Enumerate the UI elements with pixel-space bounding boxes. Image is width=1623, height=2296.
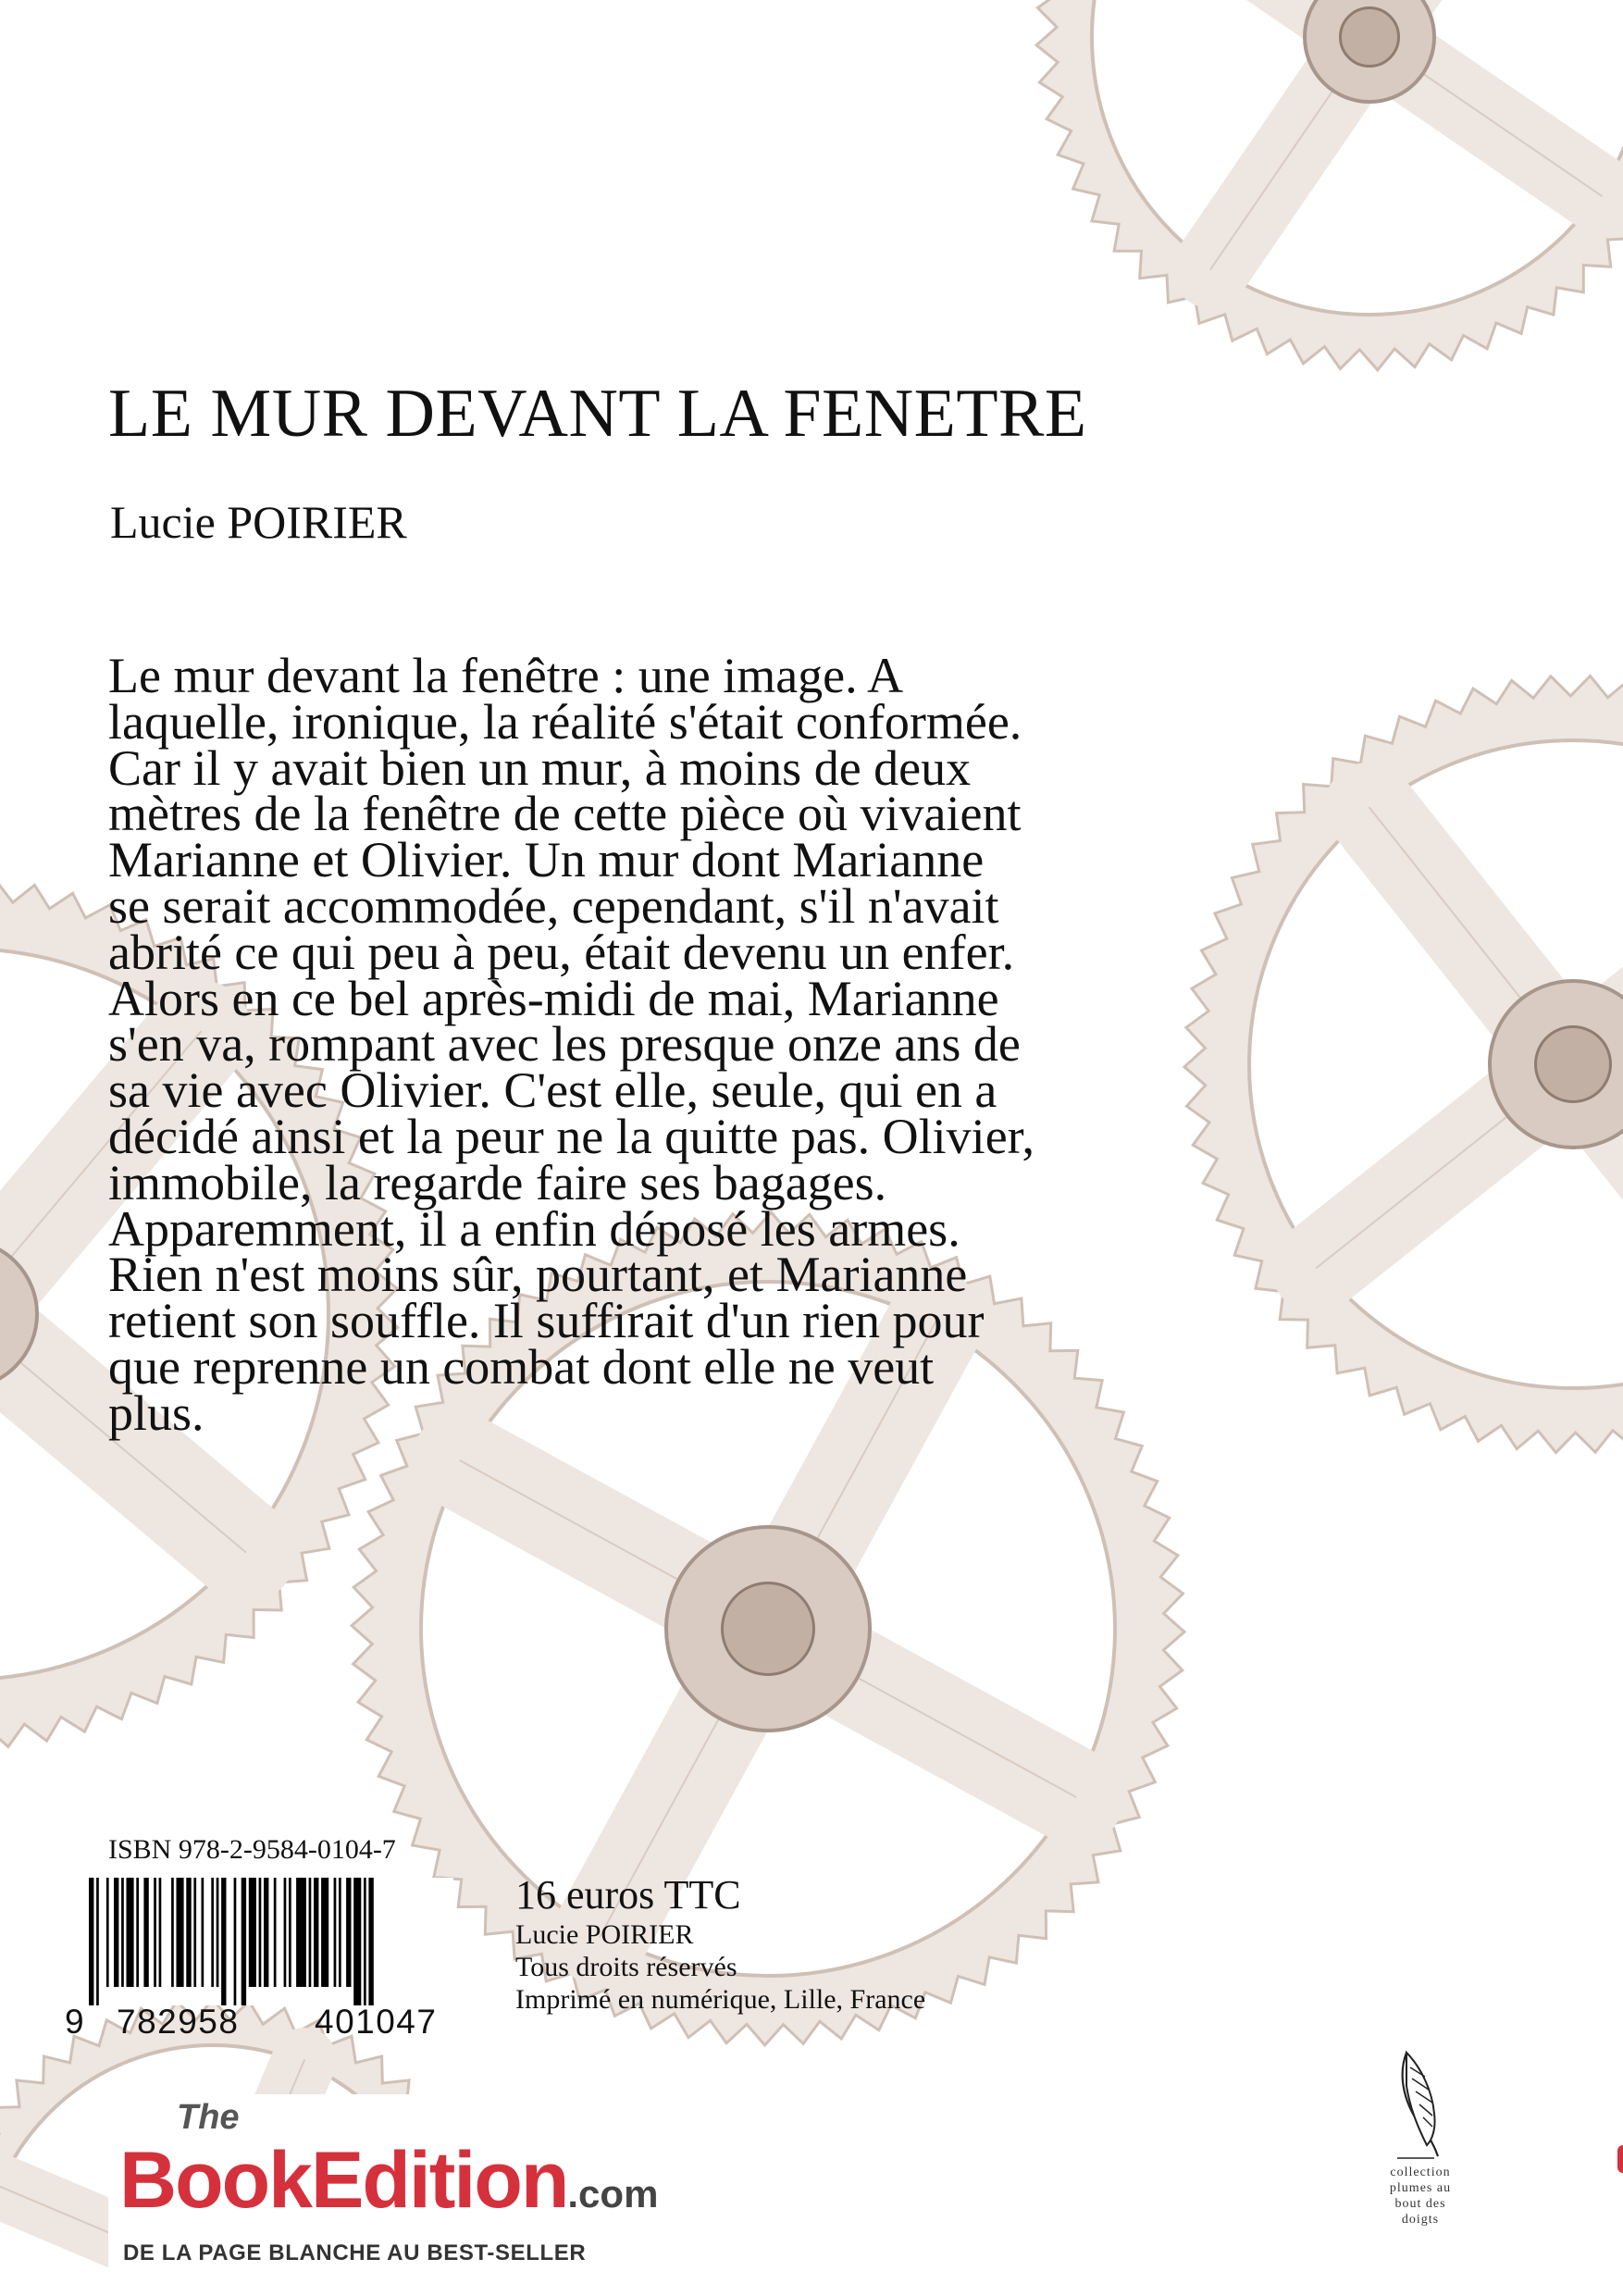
barcode-digits-left: 782958 (117, 2003, 240, 2041)
price: 16 euros TTC (515, 1872, 741, 1917)
blurb-line: que reprenne un combat dont elle ne veut (108, 1338, 935, 1395)
blurb-line: s'en va, rompant avec les presque onze ans de (108, 1016, 1021, 1073)
blurb-line: Rien n'est moins sûr, pourtant, et Marianne (108, 1247, 968, 1303)
blurb-line: immobile, la regarde faire ses bagages. (108, 1154, 887, 1210)
print-notice: Imprimé en numérique, Lille, France (515, 1984, 926, 2015)
book-blurb (108, 648, 1246, 1441)
collection-mark (1369, 2049, 1471, 2228)
barcode (56, 1878, 453, 2005)
blurb-line: sa vie avec Olivier. C'est elle, seule, qui en a (108, 1062, 997, 1119)
publisher-logo (108, 2094, 659, 2296)
book-author: Lucie POIRIER (110, 496, 407, 548)
blurb-line: Car il y avait bien un mur, à moins de deux (108, 739, 972, 796)
price-block (515, 1871, 925, 2016)
barcode-digits-right: 401047 (315, 2003, 438, 2041)
logo-domain: .com (567, 2172, 659, 2215)
collection-label (1369, 2165, 1471, 2228)
collection-line: plumes au (1389, 2181, 1452, 2195)
blurb-line: plus. (108, 1384, 204, 1441)
collection-line: collection (1390, 2166, 1451, 2179)
blurb-line: mètres de la fenêtre de cette pièce où vivaient (108, 786, 1022, 842)
collection-line: bout des (1394, 2197, 1446, 2211)
blurb-line: Marianne et Olivier. Un mur dont Marianne (108, 832, 985, 888)
blurb-line: se serait accommodée, cependant, s'il n'avait (108, 877, 999, 934)
blurb-line: Le mur devant la fenêtre : une image. A (108, 648, 904, 703)
isbn-label: ISBN 978-2-9584-0104-7 (108, 1834, 396, 1865)
logo-name (119, 2136, 659, 2225)
edge-mark (1617, 2145, 1623, 2173)
book-title: LE MUR DEVANT LA FENETRE (108, 376, 1087, 452)
blurb-line: décidé ainsi et la peur ne la quitte pas. Olivier, (108, 1108, 1035, 1164)
blurb-line: abrité ce qui peu à peu, était devenu un enfer. (108, 924, 1015, 980)
barcode-digit-lead: 9 (65, 2003, 86, 2041)
quill-icon (1379, 2049, 1462, 2160)
logo-name-text: BookEdition (119, 2136, 568, 2225)
blurb-line: Alors en ce bel après-midi de mai, Marianne (108, 970, 999, 1026)
copyright-author: Lucie POIRIER (515, 1919, 694, 1950)
blurb-line: Apparemment, il a enfin déposé les armes. (108, 1200, 960, 1257)
logo-tagline: DE LA PAGE BLANCHE AU BEST-SELLER (123, 2240, 587, 2265)
collection-line: doigts (1401, 2213, 1440, 2227)
logo-the: The (177, 2098, 240, 2137)
blurb-line: retient son souffle. Il suffirait d'un rien pour (108, 1293, 985, 1349)
blurb-line: laquelle, ironique, la réalité s'était conformée. (108, 693, 1022, 750)
rights-notice: Tous droits réservés (515, 1952, 737, 1982)
